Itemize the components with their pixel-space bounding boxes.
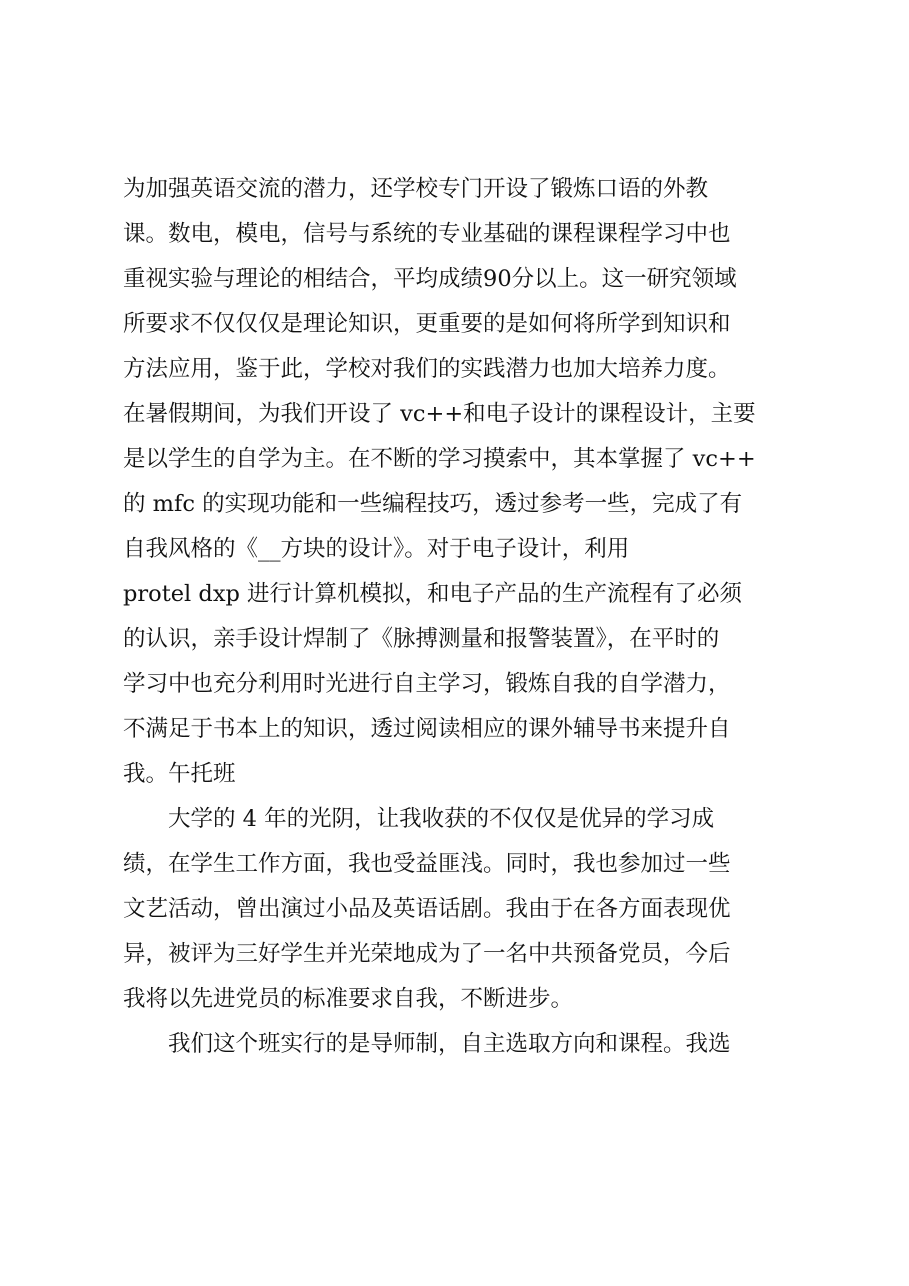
- paragraph-1-line: 的认识，亲手设计焊制了《脉搏测量和报警装置》，在平时的: [123, 626, 720, 652]
- paragraph-1-line: 的 mfc 的实现功能和一些编程技巧，透过参考一些，完成了有: [123, 491, 743, 517]
- paragraph-1-line: 课。数电，模电，信号与系统的专业基础的课程课程学习中也: [123, 221, 731, 247]
- paragraph-1-line: 在暑假期间，为我们开设了 vc++和电子设计的课程设计，主要: [123, 401, 756, 427]
- paragraph-2-line: 大学的 4 年的光阴，让我收获的不仅仅是优异的学习成: [168, 806, 715, 832]
- paragraph-1-line: 为加强英语交流的潜力，还学校专门开设了锻炼口语的外教: [123, 176, 709, 202]
- paragraph-2-line: 绩，在学生工作方面，我也受益匪浅。同时，我也参加过一些: [123, 851, 731, 877]
- paragraph-1-line: 是以学生的自学为主。在不断的学习摸索中，其本掌握了 vc++: [123, 446, 756, 472]
- paragraph-2-line: 异，被评为三好学生并光荣地成为了一名中共预备党员，今后: [123, 941, 731, 967]
- paragraph-2-line: 我将以先进党员的标准要求自我，不断进步。: [123, 986, 574, 1012]
- paragraph-3-line: 我们这个班实行的是导师制，自主选取方向和课程。我选: [168, 1031, 731, 1057]
- paragraph-1-line: 不满足于书本上的知识，透过阅读相应的课外辅导书来提升自: [123, 716, 731, 742]
- paragraph-3: [123, 1022, 803, 1067]
- paragraph-2-line: 文艺活动，曾出演过小品及英语话剧。我由于在各方面表现优: [123, 896, 731, 922]
- paragraph-1-line: 自我风格的《__方块的设计》。对于电子设计，利用: [123, 536, 630, 562]
- paragraph-1-line: 所要求不仅仅仅是理论知识，更重要的是如何将所学到知识和: [123, 311, 731, 337]
- paragraph-2: [123, 797, 803, 1022]
- paragraph-1-line: 方法应用，鉴于此，学校对我们的实践潜力也加大培养力度。: [123, 356, 731, 382]
- paragraph-1: [123, 167, 803, 797]
- document-body: [123, 167, 803, 1067]
- paragraph-1-line: 学习中也充分利用时光进行自主学习，锻炼自我的自学潜力，: [123, 671, 731, 697]
- paragraph-1-line: 我。午托班: [123, 761, 236, 787]
- paragraph-1-line: protel dxp 进行计算机模拟，和电子产品的生产流程有了必须: [123, 581, 743, 607]
- paragraph-1-line: 重视实验与理论的相结合，平均成绩90分以上。这一研究领域: [123, 266, 737, 292]
